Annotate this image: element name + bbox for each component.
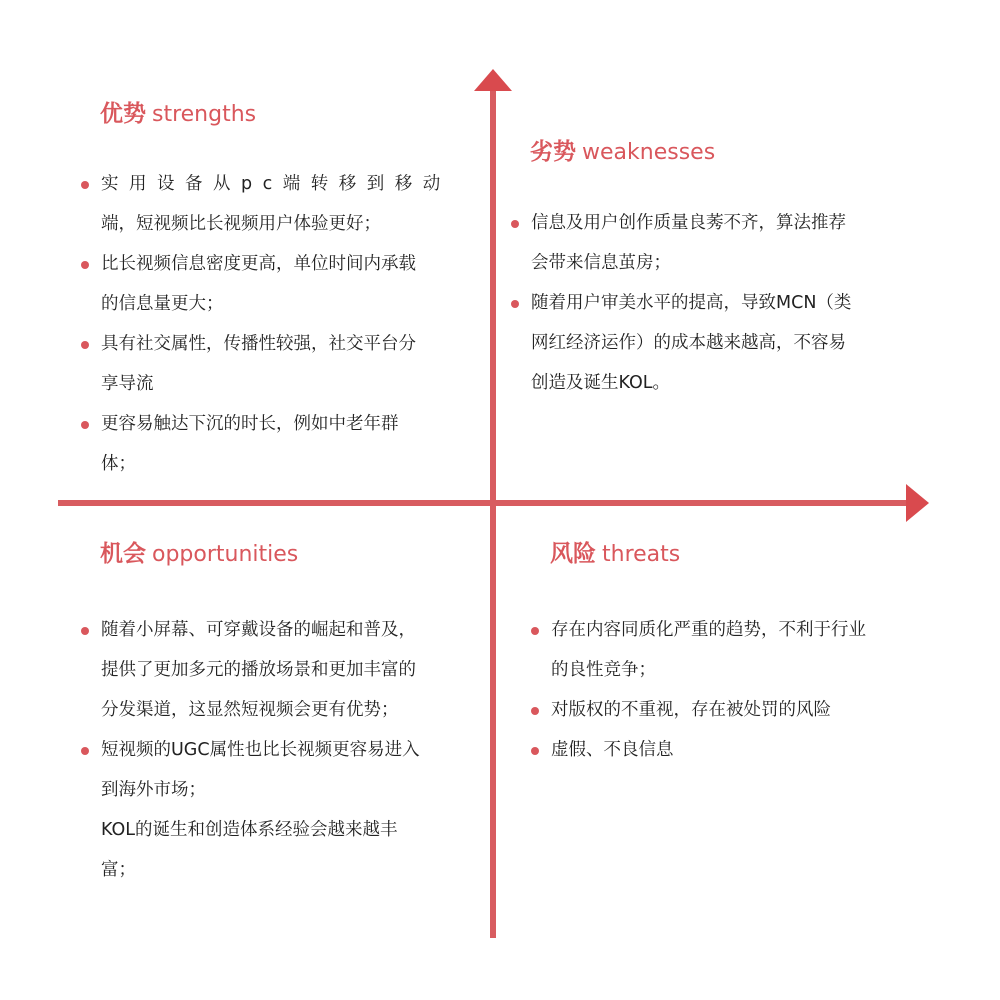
opportunities-item-2-line-4: 富； (101, 860, 136, 880)
opportunities-item-2-line-2: 到海外市场； (101, 780, 206, 800)
threats-item-2: 对版权的不重视，存在被处罚的风险 (525, 690, 925, 730)
quadrant-opportunities (75, 535, 485, 890)
weaknesses-list (505, 203, 905, 403)
strengths-item-3-line-2: 享导流 (101, 374, 154, 394)
strengths-item-1-line-1: 实用设备从pc端转移到移动 (75, 164, 485, 204)
opportunities-list (75, 610, 485, 890)
opportunities-title-cn: 机会 (100, 541, 146, 567)
threats-list (525, 610, 925, 770)
weaknesses-item-2-line-1: 随着用户审美水平的提高，导致MCN（类 (505, 283, 905, 323)
horizontal-axis (58, 500, 908, 506)
threats-title-en: threats (602, 542, 681, 567)
opportunities-title-en: opportunities (152, 542, 299, 567)
threats-item-1-line-2: 的良性竞争； (551, 660, 656, 680)
threats-item-3: 虚假、不良信息 (525, 730, 925, 770)
weaknesses-title-en: weaknesses (582, 140, 716, 165)
strengths-item-3-line-1: 具有社交属性，传播性较强，社交平台分 (75, 324, 485, 364)
strengths-item-1-line-2: 端，短视频比长视频用户体验更好； (101, 214, 381, 234)
opportunities-title (100, 535, 485, 568)
weaknesses-item-1-line-2: 会带来信息茧房； (531, 253, 671, 273)
strengths-item-4-line-2: 体； (101, 454, 136, 474)
arrow-right-icon (906, 484, 929, 522)
strengths-title-en: strengths (152, 102, 257, 127)
opportunities-item-2-line-3: KOL的诞生和创造体系经验会越来越丰 (101, 820, 398, 840)
opportunities-item-1-line-3: 分发渠道，这显然短视频会更有优势； (101, 700, 399, 720)
opportunities-item-1-line-2: 提供了更加多元的播放场景和更加丰富的 (101, 660, 416, 680)
strengths-item-4-line-1: 更容易触达下沉的时长，例如中老年群 (75, 404, 485, 444)
threats-item-1-line-1: 存在内容同质化严重的趋势，不利于行业 (525, 610, 925, 650)
strengths-item-2-line-1: 比长视频信息密度更高，单位时间内承载 (75, 244, 485, 284)
quadrant-threats (525, 535, 925, 770)
weaknesses-item-1-line-1: 信息及用户创作质量良莠不齐，算法推荐 (505, 203, 905, 243)
weaknesses-item-2-line-3: 创造及诞生KOL。 (531, 373, 671, 393)
strengths-list (75, 164, 485, 484)
weaknesses-item-2-line-2: 网红经济运作）的成本越来越高，不容易 (531, 333, 846, 353)
quadrant-strengths (75, 95, 485, 484)
weaknesses-title-cn: 劣势 (530, 139, 576, 165)
threats-title (550, 535, 925, 568)
strengths-item-2-line-2: 的信息量更大； (101, 294, 224, 314)
strengths-title (100, 95, 485, 128)
opportunities-item-2-line-1: 短视频的UGC属性也比长视频更容易进入 (75, 730, 485, 770)
quadrant-weaknesses (505, 133, 905, 403)
arrow-up-icon (474, 69, 512, 91)
threats-title-cn: 风险 (550, 541, 596, 567)
opportunities-item-1-line-1: 随着小屏幕、可穿戴设备的崛起和普及， (75, 610, 485, 650)
vertical-axis (490, 88, 496, 938)
weaknesses-title (530, 133, 905, 166)
strengths-title-cn: 优势 (100, 101, 146, 127)
